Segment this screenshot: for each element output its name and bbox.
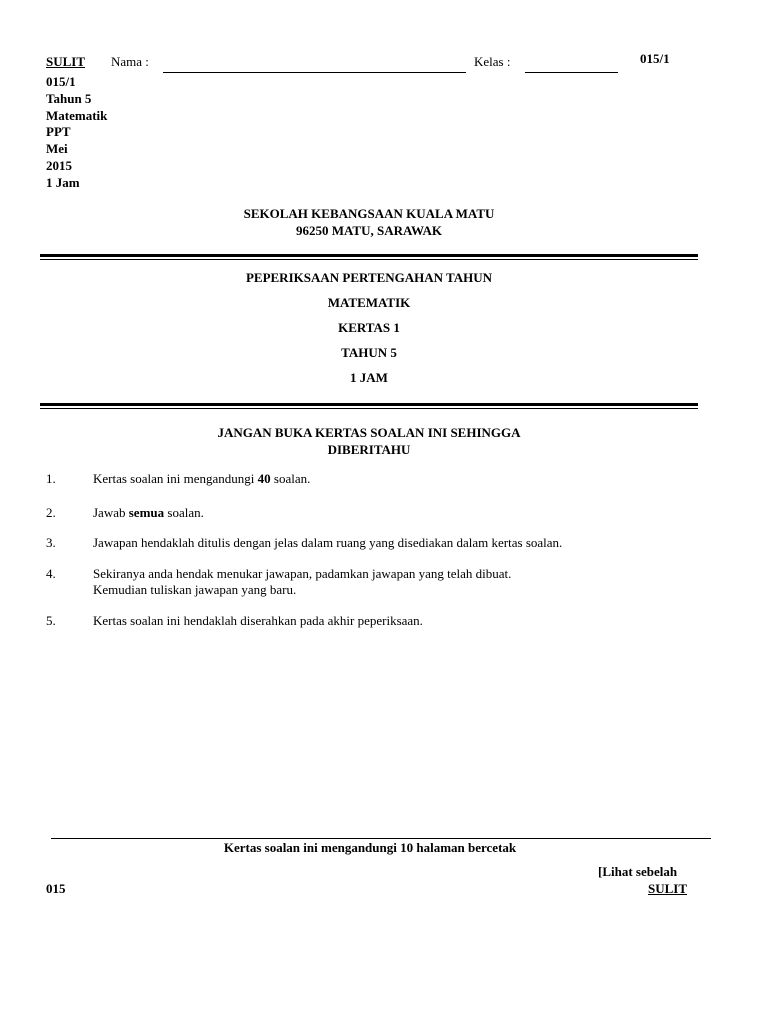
meta-tahun: Tahun 5 [46, 90, 92, 106]
instruction-bold: semua [128, 505, 165, 520]
meta-block [46, 74, 107, 192]
exam-year: TAHUN 5 [341, 345, 397, 360]
instruction-text-end: soalan. [270, 471, 311, 486]
exam-duration: 1 JAM [350, 370, 388, 385]
footer-rule [51, 838, 711, 839]
next-page-note: [Lihat sebelah [598, 864, 678, 879]
exam-paper: KERTAS 1 [338, 320, 400, 335]
instruction-text-end: soalan. [164, 505, 204, 520]
school-address: 96250 MATU, SARAWAK [295, 223, 442, 238]
nama-field[interactable] [163, 72, 466, 73]
kelas-label: Kelas : [474, 54, 511, 69]
rule-thick-1 [40, 254, 698, 257]
exam-title: PEPERIKSAAN PERTENGAHAN TAHUN [245, 270, 493, 285]
meta-exam: PPT [46, 124, 71, 140]
exam-subject: MATEMATIK [327, 295, 411, 310]
warning-line-1: JANGAN BUKA KERTAS SOALAN INI SEHINGGA [217, 425, 521, 440]
sulit-label-bottom: SULIT [648, 881, 688, 896]
instruction-text: Kertas soalan ini hendaklah diserahkan pada akhir peperiksaan. [93, 613, 423, 628]
instruction-number: 1. [46, 471, 56, 486]
kelas-field[interactable] [525, 72, 618, 73]
warning-block [40, 424, 698, 458]
instruction-number: 2. [46, 505, 56, 520]
sulit-label-top: SULIT [46, 54, 86, 69]
instruction-text: Jawapan hendaklah ditulis dengan jelas dalam ruang yang disediakan dalam kertas soalan. [93, 535, 563, 550]
instruction-text-line-2: Kemudian tuliskan jawapan yang baru. [93, 582, 297, 597]
exam-block [40, 265, 698, 390]
rule-thin-1 [40, 259, 698, 260]
warning-line-2: DIBERITAHU [327, 442, 411, 457]
paper-code-right: 015/1 [640, 51, 670, 66]
rule-thick-2 [40, 403, 698, 406]
meta-subject: Matematik [46, 107, 108, 123]
instruction-number: 4. [46, 566, 56, 581]
footer-code: 015 [46, 881, 66, 896]
meta-year: 2015 [46, 157, 72, 173]
instruction-text: Kertas soalan ini mengandungi [93, 471, 258, 486]
school-block [40, 205, 698, 239]
meta-code: 015/1 [46, 74, 76, 89]
meta-duration: 1 Jam [46, 174, 80, 190]
instruction-number: 3. [46, 535, 56, 550]
rule-thin-2 [40, 408, 698, 409]
instruction-text: Jawab [93, 505, 129, 520]
school-name: SEKOLAH KEBANGSAAN KUALA MATU [243, 206, 495, 221]
instruction-number: 5. [46, 613, 56, 628]
nama-label: Nama : [111, 54, 149, 69]
instruction-text: Sekiranya anda hendak menukar jawapan, padamkan jawapan yang telah dibuat. [93, 566, 512, 581]
pages-note: Kertas soalan ini mengandungi 10 halaman bercetak [223, 840, 517, 855]
instruction-bold: 40 [257, 471, 271, 486]
meta-month: Mei [46, 141, 68, 157]
